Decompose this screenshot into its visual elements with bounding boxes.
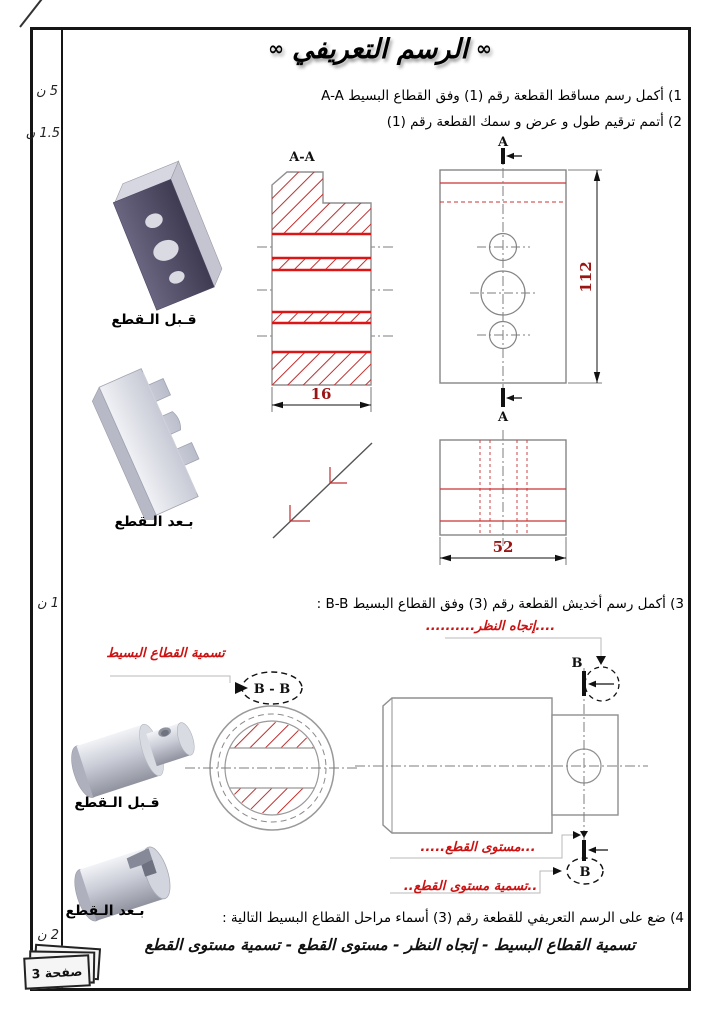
title-ornament-right-icon: ∞ — [476, 38, 492, 60]
drawing-piece3 — [90, 620, 660, 920]
dim-height-112: 112 — [577, 261, 595, 293]
dim-depth-52: 52 — [492, 538, 514, 556]
hatch-circle-bottom — [210, 788, 334, 830]
leader-cut-plane-arrow — [573, 831, 581, 839]
page-title-text: الرسم التعريفي — [291, 34, 469, 65]
hatch-bottom-block — [272, 352, 371, 385]
points-mark-q1: 5 ن — [36, 84, 58, 99]
page-title — [220, 34, 540, 65]
page-number-badge — [24, 944, 104, 994]
section-bb-view — [185, 706, 360, 830]
leader-view-direction — [445, 638, 601, 657]
annotation-section-name: تسمية القطاع البسيط — [106, 646, 225, 661]
leader-section-name — [110, 676, 230, 683]
question-4: 4) ضع على الرسم التعريفي للقطعة رقم (3) أسماء مراحل القطاع البسيط التالية : — [222, 910, 684, 926]
cut-letter-a-top: A — [497, 135, 509, 150]
question-3: 3) أكمل رسم أخديش القطعة رقم (3) وفق القطاع البسيط B-B : — [316, 596, 684, 612]
hatch-top-block — [272, 172, 371, 234]
section-aa-view — [257, 172, 393, 412]
dim-width-16: 16 — [310, 385, 332, 403]
badge-page-front: صفحة 3 — [23, 954, 91, 989]
question-4-terms-list: تسمية القطاع البسيط - إتجاه النظر - مستوى القطع - تسمية مستوى القطع — [144, 936, 636, 954]
hatch-strip-2 — [272, 312, 371, 323]
section-aa-label: A-A — [289, 150, 315, 165]
section-bb-label: B - B — [253, 682, 291, 697]
part3-before-label: قـبل الـقطع — [74, 795, 160, 811]
leader-view-direction-arrow — [596, 656, 606, 665]
projection-diagonal — [273, 443, 372, 538]
points-mark-q3: 1 ن — [37, 596, 59, 611]
annotation-cut-plane: ...مستوى القطع..... — [420, 840, 536, 855]
part1-after-cut-3d — [82, 348, 232, 520]
hatch-strip-1 — [272, 258, 371, 270]
corner-pen-mark — [19, 0, 44, 28]
points-mark-q2: 1.5 ن — [25, 126, 60, 141]
title-ornament-left-icon: ∞ — [268, 38, 284, 60]
cut-marker-b-top — [572, 656, 620, 701]
part1-before-cut-3d — [95, 158, 235, 320]
front-view — [440, 135, 602, 425]
hatch-circle-top — [210, 706, 334, 748]
drawing-piece1 — [250, 135, 645, 575]
top-view — [440, 430, 566, 565]
points-mark-q4: 2 ن — [37, 928, 59, 943]
part1-before-label: قـبل الـقطع — [111, 312, 197, 328]
part3-after-label: بـعد الـقطع — [65, 903, 145, 919]
cut-letter-b-top: B — [571, 656, 583, 671]
cut-letter-a-bottom: A — [497, 410, 509, 425]
cut-marker-b-bottom — [567, 831, 608, 884]
question-1: 1) أكمل رسم مساقط القطعة رقم (1) وفق القطاع البسيط A-A — [321, 88, 682, 104]
cut-letter-b-bottom: B — [579, 865, 591, 880]
annotation-view-direction: ....إتجاه النظر.......... — [425, 619, 556, 634]
part1-after-label: بـعد الـقطع — [114, 514, 194, 530]
annotation-cut-plane-name: ..تسمية مستوى القطع.. — [403, 879, 538, 894]
side-view-piece3 — [355, 668, 648, 858]
leader-cut-plane-name-arrow — [553, 867, 562, 875]
question-2: 2) أتمم ترقيم طول و عرض و سمك القطعة رقم (1) — [386, 114, 682, 130]
